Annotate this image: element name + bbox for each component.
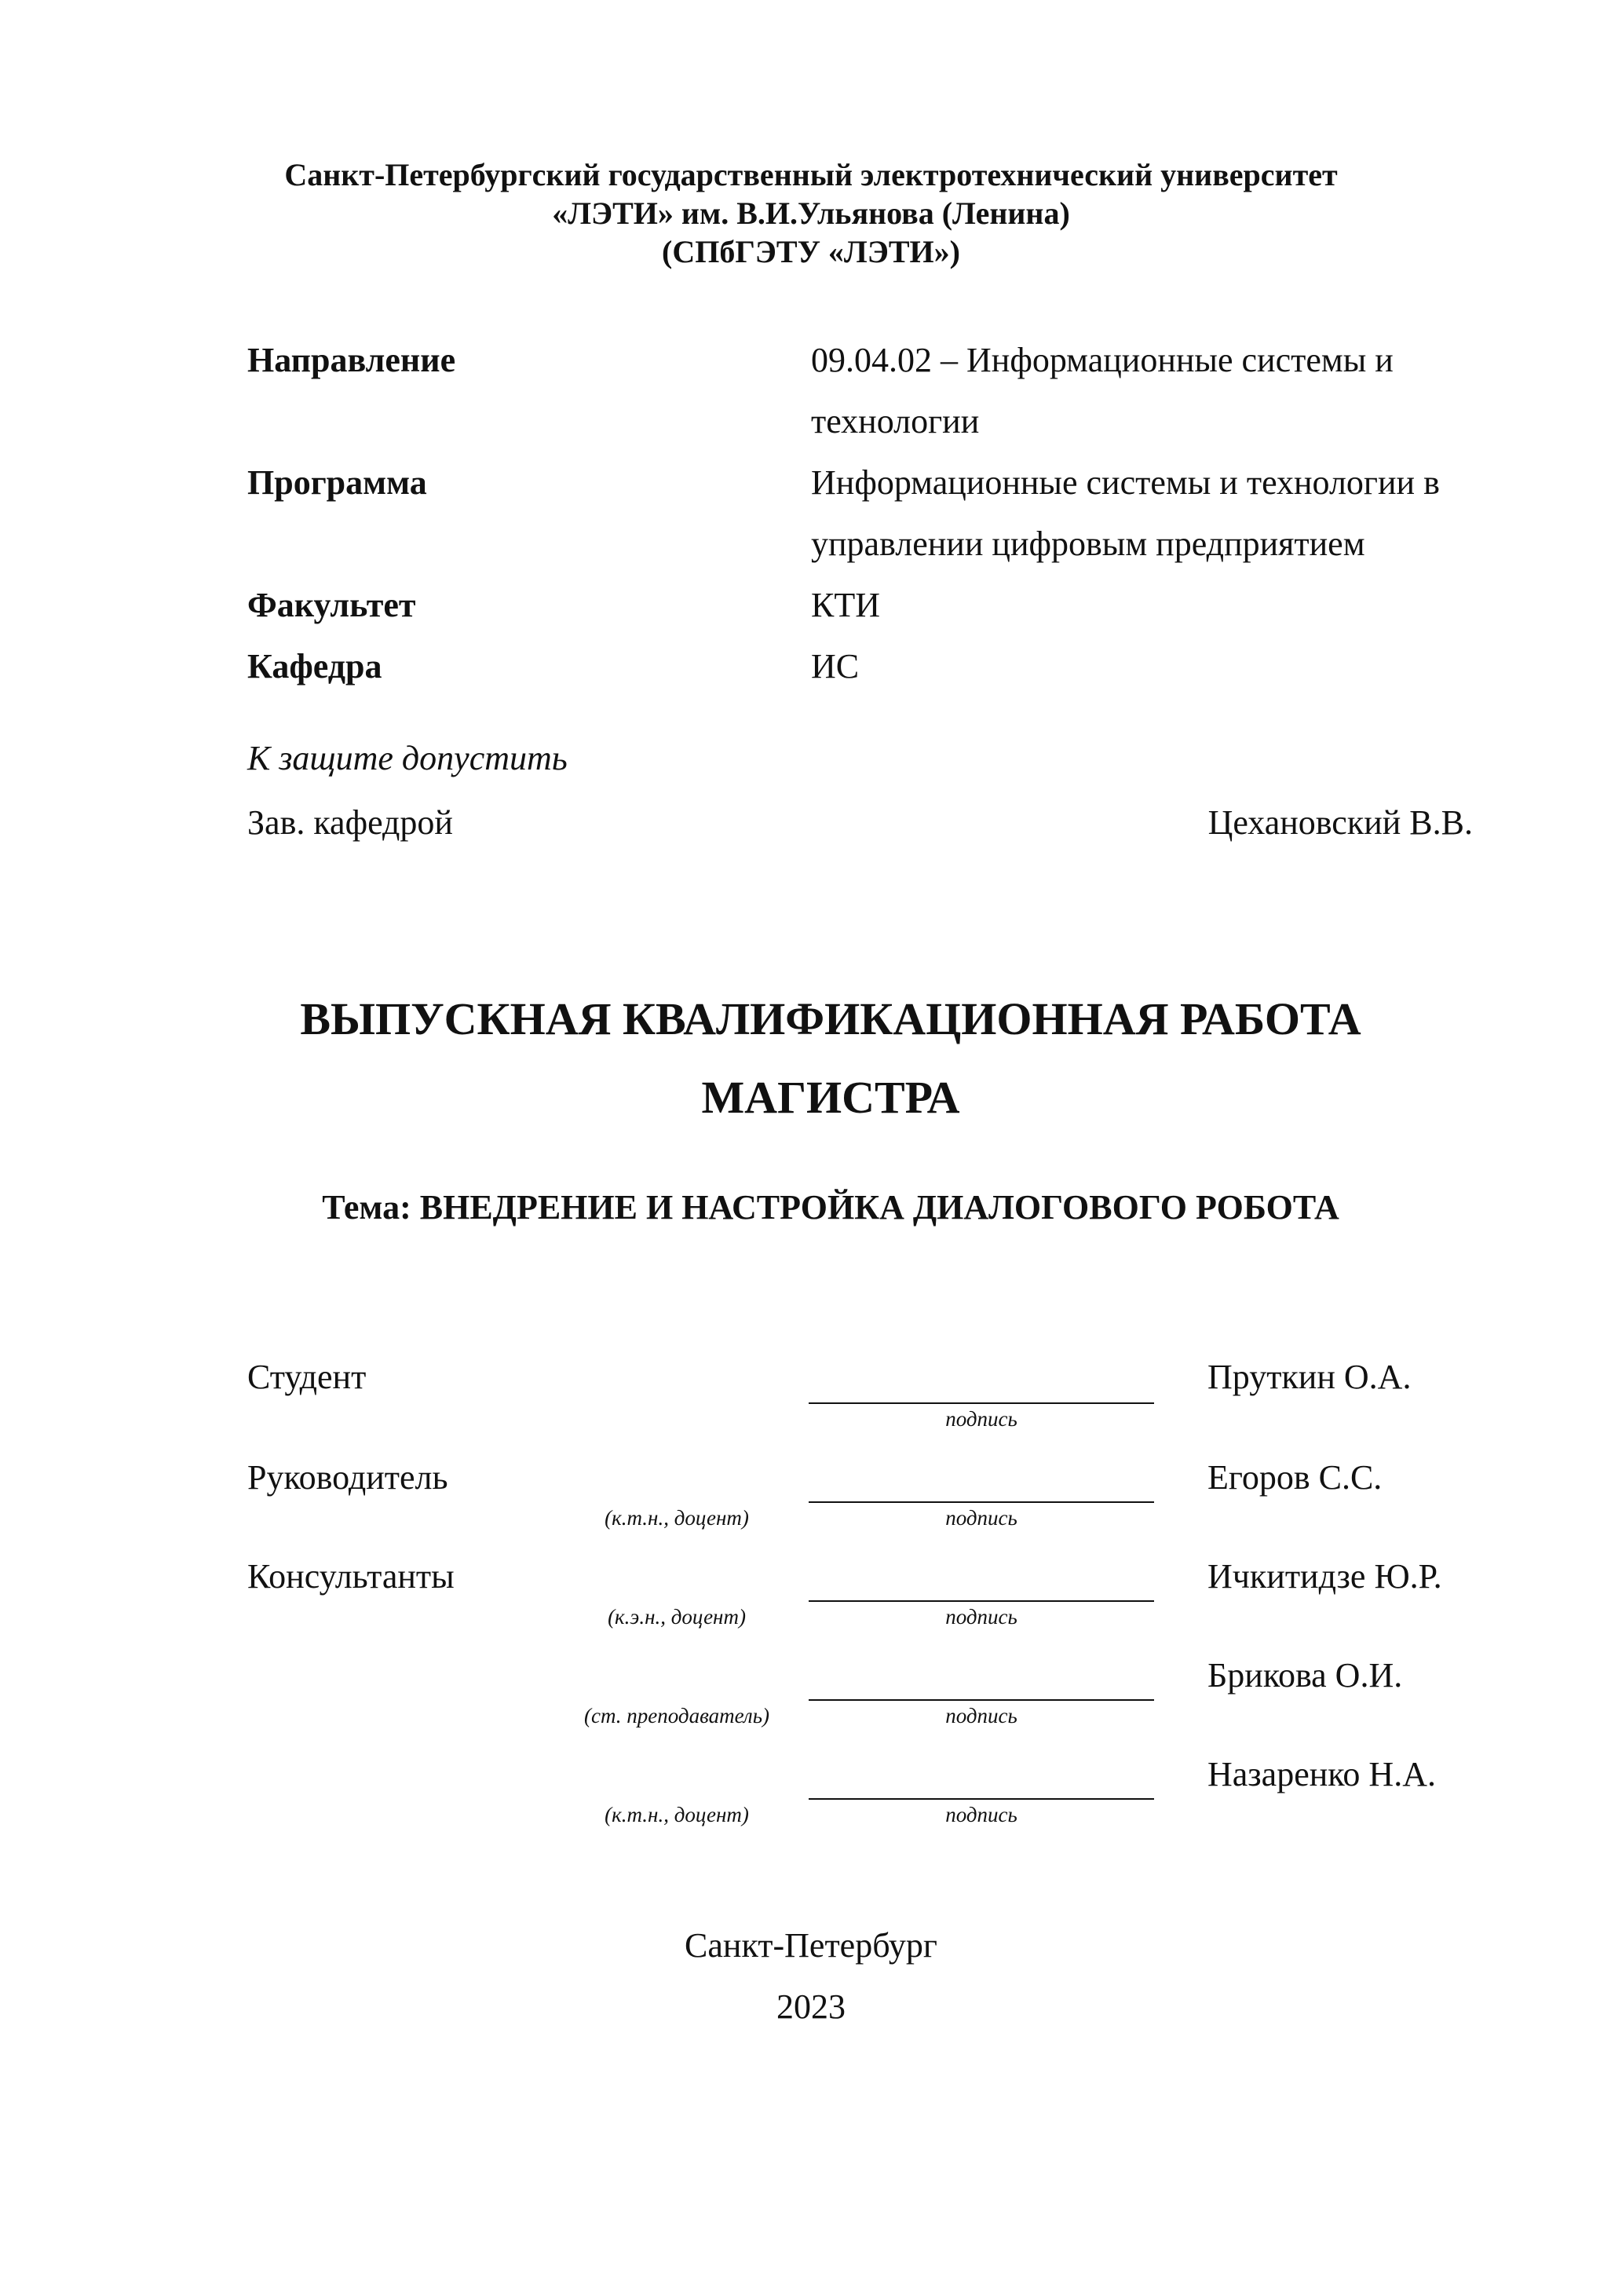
head-of-department-role: Зав. кафедрой	[247, 803, 453, 842]
university-named-after: «ЛЭТИ» им. В.И.Ульянова (Ленина)	[552, 196, 1070, 231]
year: 2023	[776, 1987, 846, 2026]
signature-line	[809, 1699, 1154, 1701]
signature-caption: подпись	[945, 1605, 1017, 1629]
city: Санкт-Петербург	[685, 1926, 937, 1965]
info-label: Факультет	[247, 586, 416, 624]
signature-line	[809, 1402, 1154, 1404]
signature-role: Консультанты	[247, 1557, 455, 1596]
signature-caption: подпись	[945, 1407, 1017, 1431]
university-name: Санкт-Петербургский государственный электротехнический университет	[284, 157, 1338, 192]
info-label: Кафедра	[247, 647, 382, 686]
info-value-line: управлении цифровым предприятием	[811, 525, 1365, 563]
work-title-line: ВЫПУСКНАЯ КВАЛИФИКАЦИОННАЯ РАБОТА	[300, 993, 1361, 1044]
admission-note: К защите допустить	[247, 739, 568, 777]
signature-caption: подпись	[945, 1506, 1017, 1530]
university-header	[0, 155, 1622, 271]
head-of-department-name: Цехановский В.В.	[1207, 803, 1473, 842]
info-value-line: КТИ	[811, 586, 880, 624]
signatory-name: Брикова О.И.	[1207, 1656, 1403, 1695]
info-value	[811, 330, 1565, 452]
work-title	[0, 980, 1622, 1137]
signatory-name: Ичкитидзе Ю.Р.	[1207, 1557, 1442, 1596]
signatory-name: Назаренко Н.А.	[1207, 1755, 1436, 1793]
info-value-line: технологии	[811, 402, 980, 441]
info-value-line: Информационные системы и технологии в	[811, 463, 1440, 502]
info-value	[811, 575, 1565, 636]
info-label: Направление	[247, 341, 456, 379]
university-abbreviation: (СПбГЭТУ «ЛЭТИ»)	[662, 234, 960, 269]
signature-caption: подпись	[945, 1704, 1017, 1727]
signature-caption: подпись	[945, 1803, 1017, 1826]
signature-line	[809, 1600, 1154, 1602]
info-value-line: ИС	[811, 647, 860, 686]
info-value-line: 09.04.02 – Информационные системы и	[811, 341, 1394, 379]
signature-role: Руководитель	[247, 1458, 448, 1497]
signature-line	[809, 1798, 1154, 1800]
info-value	[811, 636, 1565, 697]
signatory-degree: (к.э.н., доцент)	[608, 1605, 746, 1629]
info-value	[811, 452, 1565, 575]
work-topic: Тема: ВНЕДРЕНИЕ И НАСТРОЙКА ДИАЛОГОВОГО РОБОТА	[322, 1188, 1339, 1227]
signatory-degree: (к.т.н., доцент)	[605, 1803, 749, 1826]
signature-role: Студент	[247, 1358, 367, 1396]
signatory-name: Егоров С.С.	[1207, 1458, 1383, 1497]
work-title-line: МАГИСТРА	[701, 1072, 960, 1123]
signatory-degree: (ст. преподаватель)	[584, 1704, 769, 1727]
signatory-degree: (к.т.н., доцент)	[605, 1506, 749, 1530]
signatory-name: Пруткин О.А.	[1207, 1358, 1412, 1396]
info-label: Программа	[247, 463, 427, 502]
signature-line	[809, 1501, 1154, 1503]
